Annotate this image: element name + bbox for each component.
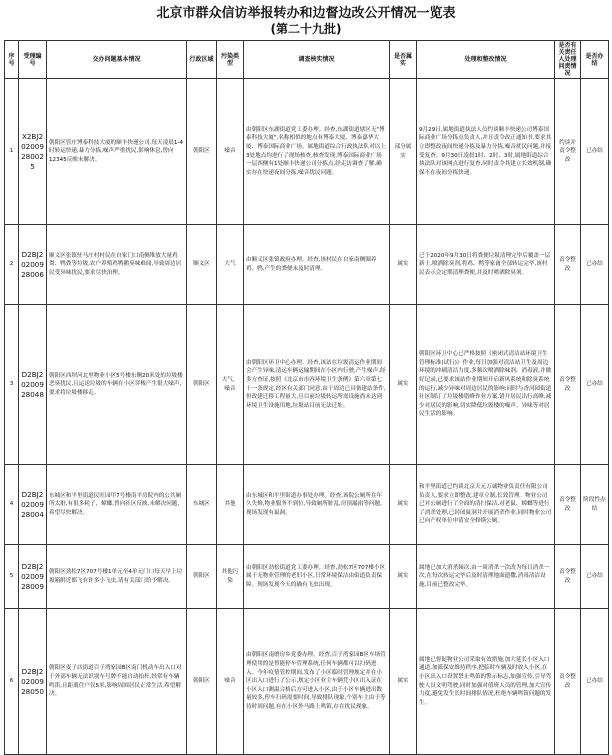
header-type: 污染类型 [217, 41, 244, 79]
header-closed: 是否办结 [581, 41, 609, 79]
header-district: 行政区域 [187, 41, 217, 79]
cell-code: D2BJ20200928004 [19, 465, 47, 545]
cell-verified: 属实 [390, 225, 417, 305]
cell-issue: 东城区和平里街道民旺园甲7号楼南平房院内的公共厕所太脏,有很多耗子、蟑螂,曾向社区反映,未解决问题,希望尽快解决。 [47, 465, 187, 545]
cell-accountability: 责令整改 [555, 609, 581, 755]
cell-code: D2BJ20200928009 [19, 545, 47, 609]
header-handling: 处理和整改情况 [417, 41, 555, 79]
cell-handling: 9月29日,属地街道执法人员约谈顺丰快递公司博泰国际商业广场分拣点负责人,并且责令改正通知书,要求其立即整改夜间快递分拣及暴力分拣,噪音扰民问题,并接受复查。9月30日凌晨1时、2时、3时,属地街道综合执法队对该网点进行复查,同时责令其建立长效机制,确保不在夜间分拣快递。 [417, 79, 555, 225]
cell-type: 其他污染 [217, 545, 244, 609]
cell-no: 1 [5, 79, 19, 225]
cell-issue: 顺义区张镇驻马庄村村民在自家门口南侧堆放大量鸡粪、鸭粪等垃圾,农户养殖鸡鸭鹅臭味难闻,导致周边居民受异味扰民,要求尽快治理。 [47, 225, 187, 305]
table-header-row [5, 41, 609, 79]
header-code: 受理编号 [19, 41, 47, 79]
cell-handling: 属地已督促物业公司采取有效措施,加大延长小区入口通道,加派保安维持秩序,把临时车辆及时放入小区,在小区出入口设置禁止鸣笛的警示标志,加强宣传,引导驾驶人员文明驾驶,同时加强对值班人员的管理,加大宣传力度,避免发生长时间排队情况,杜绝车辆鸣笛问题的发生。 [417, 609, 555, 755]
cell-accountability: 责令整改 [555, 465, 581, 545]
cell-closed: 已办结 [581, 609, 609, 755]
cell-code: D2BJ20200928048 [19, 305, 47, 465]
cell-issue: 朝阳区麦子店街道百子湾家园B区南门机动车出入口对于外部车辆无法识别车号牌不能自动抬杆,经常有车辆鸣笛,且距离住户仅5米,影响周围居民正常生活,希望解决。 [47, 609, 187, 755]
cell-type: 大气、噪音 [217, 305, 244, 465]
cell-code: D2BJ20200928006 [19, 225, 47, 305]
cell-district: 朝阳区 [187, 79, 217, 225]
cell-district: 东城区 [187, 465, 217, 545]
cell-finding: 由顺义区张镇政府办理。经查,该村民在自家南侧圈养鸡、鸭,产生的粪便未及时清理。 [244, 225, 390, 305]
cell-no: 2 [5, 225, 19, 305]
cell-accountability: 约谈并责令整改 [555, 79, 581, 225]
cell-handling: 已于2020年9月30日将粪便垃圾清理完毕后覆盖一层新土,喷洒除臭剂,将鸡、鸭等家禽全部转运完毕,该村民表示会定期清理粪便,并及时喷洒除臭剂。 [417, 225, 555, 305]
cell-no: 6 [5, 609, 19, 755]
cell-verified: 属实 [390, 609, 417, 755]
document-title: 北京市群众信访举报转办和边督边改公开情况一览表 [156, 6, 456, 21]
cell-district: 朝阳区 [187, 305, 217, 465]
cell-finding: 由朝阳区劲松街道党工委办理。经查,劲松7区707楼小区属于无物业管理的老旧小区,日常环境保洁由街道负责保障。现场发现今天的确有飞虫出现。 [244, 545, 390, 609]
cell-code: X2BJ202009280025 [19, 79, 47, 225]
header-finding: 调查核实情况 [244, 41, 390, 79]
cell-type: 大气 [217, 225, 244, 305]
cell-finding: 由东城区和平里街道办事处办理。经查,该院公厕所在年久失修,物业服务不到位,导致厕所脏乱,房顶漏雨等问题,现场发现有鼠洞。 [244, 465, 390, 545]
cell-closed: 已办结 [581, 79, 609, 225]
cell-no: 4 [5, 465, 19, 545]
cell-verified: 部分属实 [390, 79, 417, 225]
cell-type: 噪音 [217, 609, 244, 755]
header-verified: 是否属实 [390, 41, 417, 79]
table-row [5, 79, 609, 225]
cell-issue: 朝阳区管庄博泰科技大厦的顺丰快递公司,每天凌晨1-4时转运快递,暴力分拣,噪声严重扰民,影响休息,曾向12345反映未解决。 [47, 79, 187, 225]
cell-district: 朝阳区 [187, 545, 217, 609]
cell-finding: 由朝阳区南磨房乡党委办理。经查,百子湾家园B区车场管理使用的是智能停车管理系统,任何车辆都可以扫码进入。今年疫情管控期间,发布了小区临时管理规定并在小区出入口进行了公示,规定小区业主车辆凭小区出入证在小区入口测温合格后方可进入小区,由于小区车辆进出数量较多,停车扫码需要时间,导致排队现象,个别车主由于等待时间问题,有在小区外马路上鸣笛,存在扰民现象。 [244, 609, 390, 755]
cell-issue: 朝阳区劲松7区707号楼1单元至4单元门口每天早上垃圾箱附近都飞有许多小飞虫,请有关部门给予解决。 [47, 545, 187, 609]
cell-verified: 属实 [390, 465, 417, 545]
cell-closed: 已办结 [581, 225, 609, 305]
cell-accountability: 责令整改 [555, 305, 581, 465]
cell-closed: 已办结 [581, 305, 609, 465]
cell-handling: 朝阳区环卫中心已严格按照《密闭式清洁站环境卫生管理标准(试行)》作业,每日加强对清洁站卫生及周边环境的冲刷清洁力度,多频次喷洒除味剂、消毒液,并做好记录,已要求该站作业期间开启新风系统和除臭系统的运行,减少异味对周边居民的影响;同时与香河园街道社区制订了垃圾楼错峰作业方案,错开居民出行高峰,减少对居民的影响,切实降低垃圾楼的噪声、异味等对居民生活的影响。 [417, 305, 555, 465]
header-no: 序号 [5, 41, 19, 79]
cell-closed: 阶段性办结 [581, 465, 609, 545]
table-row [5, 609, 609, 755]
header-issue: 交办问题基本情况 [47, 41, 187, 79]
cell-code: D2BJ20200928050 [19, 609, 47, 755]
cell-district: 朝阳区 [187, 609, 217, 755]
cell-verified: 属实 [390, 545, 417, 609]
cell-issue: 朝阳区西坝河北里物业小区5号楼东侧20米处的垃圾楼恶臭扰民,且运送垃圾的车辆在小区穿梭产生很大噪声,要求将垃圾楼移走。 [47, 305, 187, 465]
cell-verified: 属实 [390, 305, 417, 465]
table-row [5, 305, 609, 465]
cell-no: 3 [5, 305, 19, 465]
petition-table [4, 40, 609, 755]
header-accountability: 是否有关责任人处理问责情况 [555, 41, 581, 79]
document-subtitle: (第二十九批) [270, 22, 342, 36]
table-row [5, 465, 609, 545]
cell-finding: 由朝阳区环卫中心办理。经查,该站在垃圾清运作业期间会产生异味,清运车辆运输期间在小区内行驶,产生噪声,经多方查证,按照《北京市市容环境卫生条例》第六章第七十一条规定,经区有关部门同意,由于周边已具备建站条件,但改建迁移工程量大,且目前垃圾转运所需设施尚未达到环境卫生设施用地,垃圾站目前无法迁址。 [244, 305, 390, 465]
cell-type: 噪音 [217, 79, 244, 225]
cell-district: 顺义区 [187, 225, 217, 305]
cell-handling: 和平里街道已约谈北京天元万诚物业负责任有限公司负责人,要求立即整改,建章立制,长效管理。物业公司已对公厕进行了全面的清扫保洁,对老鼠、蟑螂等进行了消杀处理,已封闭鼠洞并开展消杀作业,同时物业公司已向产权单位申请安全修缮公厕。 [417, 465, 555, 545]
cell-accountability: 责令整改 [555, 225, 581, 305]
cell-handling: 属地已加大消杀频次,由一周消杀一次改为每日消杀一次,在每次转运完毕后及时清理地面遗撒,消毒清洁设施,目前已整改完毕。 [417, 545, 555, 609]
table-row [5, 545, 609, 609]
cell-no: 5 [5, 545, 19, 609]
cell-finding: 由朝阳区东湖街道党工委办理。经查,东湖街道辖区无"博泰科技大厦",名称相似的地点有博泰大厦、博泰嘉华大厦、博泰国际商业广场。属地街道综合行政执法队对以上3处地点均进行了现场核查,核查发现,博泰国际商业广场一层西侧有1处顺丰快递公司分拣点,经走访调查了解,确实存在快递夜间分拣,噪音扰民问题。 [244, 79, 390, 225]
cell-type: 其他 [217, 465, 244, 545]
cell-accountability: 责令整改 [555, 545, 581, 609]
table-row [5, 225, 609, 305]
cell-closed: 已办结 [581, 545, 609, 609]
